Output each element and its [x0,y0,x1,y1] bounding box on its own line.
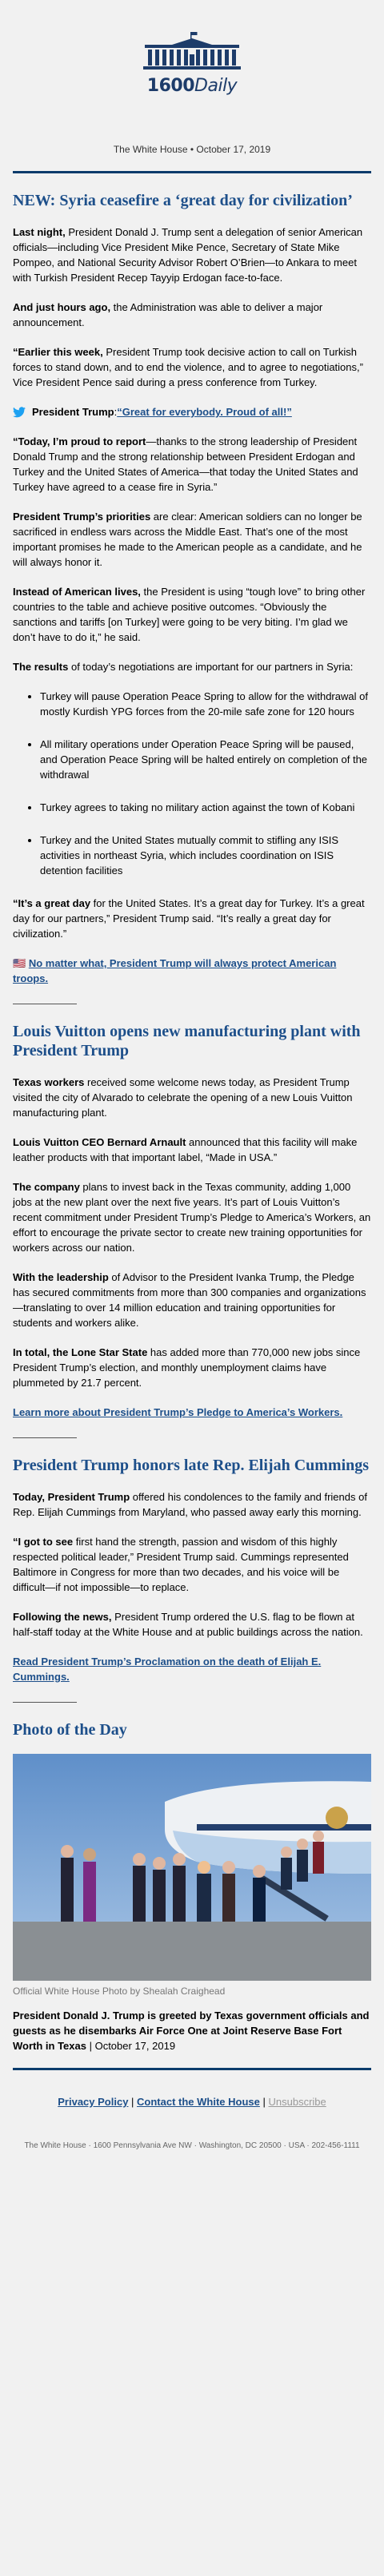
list-item: • Turkey will pause Operation Peace Spring to allow for the withdrawal of mostly Kurdish YPG forces from the 20-mile safe zone for 120 hours [40,689,371,719]
paragraph: Last night, President Donald J. Trump sent a delegation of senior American officials—including Vice President Mike Pence, Secretary of State Mike Pompeo, and National Security Advisor Robert O’Brien—to Ankara to meet with Turkish President Recep Tayyip Erdogan face-to-face. [13,226,363,284]
link-paragraph [13,1405,371,1420]
paragraph: President Trump’s priorities are clear: American soldiers can no longer be sacrificed in endless wars across the Middle East. That’s one of the most important promises he made to the American people as a candidate, and he will always honor it. [13,511,362,568]
paragraph: “I got to see first hand the strength, passion and wisdom of this highly respected political leader,” President Trump said. Cummings represented Baltimore in Congress for more than two decades, and his voice will be difficult—if not impossible—to replace. [13,1536,349,1593]
results-list [13,689,371,878]
list-item: • Turkey agrees to taking no military action against the town of Kobani [40,800,371,815]
content [0,191,384,2053]
proclamation-link[interactable]: Read President Trump’s Proclamation on the death of Elijah E. Cummings. [13,1656,322,1683]
photo-description: President Donald J. Trump is greeted by Texas government officials and guests as he disembarks Air Force One at Joint Reserve Base Fort Worth in Texas | October 17, 2019 [13,2010,370,2052]
photo-of-the-day [13,1754,371,1981]
header-rule [13,171,371,173]
us-flag-icon: 🇺🇸 [13,957,26,969]
section-title-cummings: President Trump honors late Rep. Elijah Cummings [13,1457,370,1474]
paragraph: Instead of American lives, the President is using “tough love” to bring other countries to the table and achieve positive outcomes. “Obviously the sanctions and tariffs [on Turkey] were going to be very biting. I’m glad we don’t have to do it,” he said. [13,586,366,643]
section-title-photo: Photo of the Day [13,1721,127,1739]
tweet-link[interactable]: “Great for everybody. Proud of all!” [117,406,292,418]
photo-caption: Official White House Photo by Shealah Craighead [13,1986,226,1997]
protect-troops-link[interactable]: No matter what, President Trump will always protect American troops. [13,957,337,984]
paragraph: With the leadership of Advisor to the President Ivanka Trump, the Pledge has secured commitments from more than 300 companies and organizations—translating to over 14 million education and training opportunities for students and workers alike. [13,1271,366,1329]
paragraph: Following the news, President Trump ordered the U.S. flag to be flown at half-staff today at the White House and at public buildings across the nation. [13,1611,363,1638]
section-divider [13,1437,77,1438]
contact-link[interactable]: Contact the White House [137,2096,260,2108]
paragraph: Texas workers received some welcome news today, as President Trump visited the city of Alvarado to celebrate the opening of a new Louis Vuitton manufacturing plant. [13,1076,353,1119]
paragraph: Today, President Trump offered his condolences to the family and friends of Rep. Elijah Cummings from Maryland, who passed away early this morning. [13,1491,367,1518]
header [0,0,384,96]
paragraph: “Earlier this week, President Trump took decisive action to call on Turkish forces to stand down, and to end the violence, and to agree to negotiations,” Vice President Pence said during a press conference from Turkey. [13,346,363,388]
section-title-syria: NEW: Syria ceasefire a ‘great day for civilization’ [13,192,353,209]
paragraph: In total, the Lone Star State has added more than 770,000 new jobs since President Trump’s election, and monthly unemployment claims have plummeted by 21.7 percent. [13,1346,361,1389]
tweet-quote: President Trump : “Great for everybody. Proud of all!” [13,404,371,419]
list-item: • Turkey and the United States mutually commit to stifling any ISIS activities in northeast Syria, which includes coordination on ISIS detention facilities [40,833,371,878]
twitter-bird-icon [13,407,26,418]
unsubscribe-link[interactable]: Unsubscribe [268,2096,326,2108]
footer-links: Privacy Policy | Contact the White House | Unsubscribe [58,2096,326,2108]
privacy-policy-link[interactable]: Privacy Policy [58,2096,129,2108]
section-title-louis-vuitton: Louis Vuitton opens new manufacturing plant with President Trump [13,1023,361,1059]
footer-address: The White House · 1600 Pennsylvania Ave NW · Washington, DC 20500 · USA · 202-456-1111 [24,2141,360,2150]
link-paragraph [13,956,371,986]
pledge-link[interactable]: Learn more about President Trump’s Pledge to America’s Workers. [13,1406,343,1418]
paragraph: Louis Vuitton CEO Bernard Arnault announced that this facility will make leather products with that important label, “Made in USA.” [13,1136,358,1163]
white-house-logo-icon [140,32,244,74]
paragraph: The company plans to invest back in the Texas community, adding 1,000 jobs at the new plant over the next five years. It’s part of Louis Vuitton’s recent commitment under President Trump’s Pledge to America’s Workers, an effort to encourage the private sector to create new training opportunities for workers across our nation. [13,1181,371,1254]
list-item: • All military operations under Operation Peace Spring will be paused, and Operation Peace Spring will be halted entirely on completion of the withdrawal [40,737,371,782]
paragraph: “It’s a great day for the United States. It’s a great day for Turkey. It’s a great day for our partners,” President Trump said. “It’s really a great day for civilization.” [13,897,365,940]
footer-rule [13,2068,371,2070]
dateline: The White House • October 17, 2019 [113,144,271,155]
paragraph: And just hours ago, the Administration was able to deliver a major announcement. [13,301,323,328]
link-paragraph [13,1654,371,1684]
section-divider [13,1702,77,1703]
paragraph: The results of today’s negotiations are important for our partners in Syria: [13,661,354,673]
paragraph: “Today, I’m proud to report—thanks to the strong leadership of President Donald Trump and the strong relationship between President Erdogan and Turkey and the United States of America—that today the United States and Turkey have agreed to a cease fire in Syria.” [13,435,358,493]
brand-wordmark: 1600Daily [146,76,238,96]
